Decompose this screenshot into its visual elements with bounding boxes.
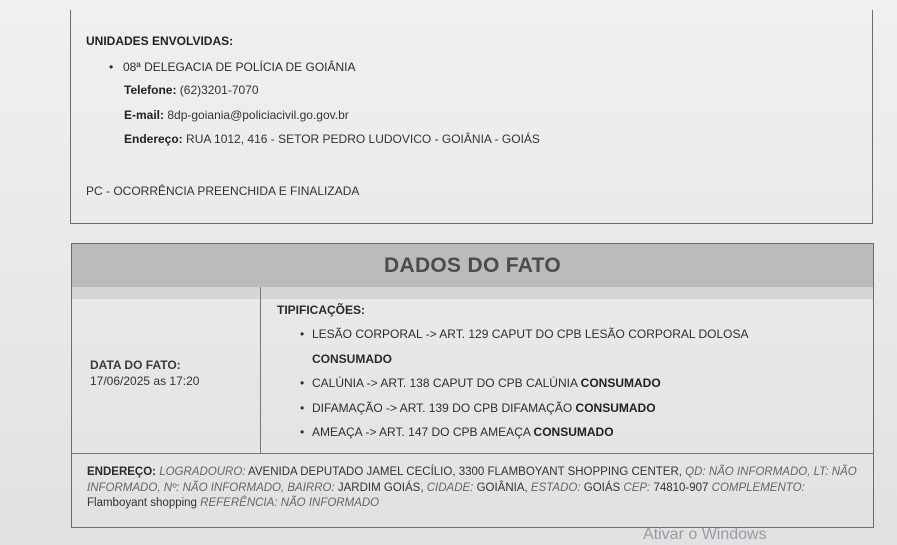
cep-label: CEP: xyxy=(623,481,651,494)
referencia-label: REFERÊNCIA: xyxy=(200,497,278,509)
bullet-icon: • xyxy=(300,401,305,415)
data-fato-value: 17/06/2025 as 17:20 xyxy=(90,374,200,388)
tipificacao-consumado: CONSUMADO xyxy=(312,352,392,366)
numero-value: NÃO INFORMADO, xyxy=(182,481,285,494)
bullet-icon: • xyxy=(109,60,114,74)
ocorrencia-status: PC - OCORRÊNCIA PREENCHIDA E FINALIZADA xyxy=(86,184,360,198)
bullet-icon: • xyxy=(300,327,305,341)
row-divider xyxy=(72,453,873,454)
telefone-value: (62)3201-7070 xyxy=(179,83,259,97)
logradouro-label: LOGRADOURO: xyxy=(159,466,246,478)
tipificacao-consumado: CONSUMADO xyxy=(580,376,661,390)
header-strip xyxy=(72,287,873,299)
email-line xyxy=(124,108,349,122)
unidades-section xyxy=(70,10,873,224)
endereco-unidade-value: RUA 1012, 416 - SETOR PEDRO LUDOVICO - GOIÂNIA - GOIÁS xyxy=(186,132,540,146)
tipificacao-item xyxy=(300,376,661,390)
tipificacao-item xyxy=(300,401,656,415)
qd-label: QD: xyxy=(685,466,706,478)
estado-label: ESTADO: xyxy=(530,481,581,494)
complemento-label: COMPLEMENTO: xyxy=(711,481,805,494)
bullet-icon: • xyxy=(300,376,305,390)
dados-fato-header xyxy=(72,244,873,287)
telefone-label: Telefone: xyxy=(124,83,177,97)
email-label: E-mail: xyxy=(124,108,165,122)
referencia-value: NÃO INFORMADO xyxy=(280,497,380,509)
column-divider xyxy=(260,287,261,453)
tipificacao-text: DIFAMAÇÃO -> ART. 139 DO CPB DIFAMAÇÃO xyxy=(312,401,573,415)
unidade-item xyxy=(109,60,356,74)
unidade-name: 08ª DELEGACIA DE POLÍCIA DE GOIÂNIA xyxy=(123,60,356,74)
unidades-title: UNIDADES ENVOLVIDAS: xyxy=(86,34,234,48)
bullet-icon: • xyxy=(300,425,305,439)
cidade-value: GOIÂNIA, xyxy=(476,481,528,494)
dados-fato-section xyxy=(71,243,874,528)
tipificacao-text: CALÚNIA -> ART. 138 CAPUT DO CPB CALÚNIA xyxy=(312,376,578,390)
cep-value: 74810-907 xyxy=(653,481,709,494)
endereco-unidade-line xyxy=(124,132,540,146)
qd-value: NÃO INFORMADO, xyxy=(708,466,811,478)
tipificacao-consumado: CONSUMADO xyxy=(533,425,614,439)
endereco-label: ENDEREÇO: xyxy=(87,466,157,478)
lt-value: NÃO INFORMADO, xyxy=(87,466,857,494)
email-value: 8dp-goiania@policiacivil.go.gov.br xyxy=(167,108,349,122)
cidade-label: CIDADE: xyxy=(426,481,474,494)
numero-label: Nº: xyxy=(163,481,180,494)
dados-fato-title: DADOS DO FATO xyxy=(384,253,561,277)
tipificacao-text: AMEAÇA -> ART. 147 DO CPB AMEAÇA xyxy=(312,425,531,439)
logradouro-value: AVENIDA DEPUTADO JAMEL CECÍLIO, 3300 FLAMBOYANT SHOPPING CENTER, xyxy=(248,466,682,478)
complemento-value: Flamboyant shopping xyxy=(87,497,197,509)
lt-label: LT: xyxy=(813,466,829,478)
endereco-unidade-label: Endereço: xyxy=(124,132,183,146)
bairro-label: BAIRRO: xyxy=(287,481,335,494)
tipificacao-consumado: CONSUMADO xyxy=(575,401,656,415)
tipificacao-text: LESÃO CORPORAL -> ART. 129 CAPUT DO CPB LESÃO CORPORAL DOLOSA xyxy=(312,327,749,341)
telefone-line xyxy=(124,83,259,97)
tipificacoes-title: TIPIFICAÇÕES: xyxy=(277,303,366,317)
estado-value: GOIÁS xyxy=(583,481,621,494)
windows-activation-watermark: Ativar o Windows xyxy=(643,526,767,543)
data-fato-label: DATA DO FATO: xyxy=(90,358,181,372)
tipificacao-item xyxy=(300,425,614,439)
tipificacao-item xyxy=(300,327,748,341)
endereco-fato xyxy=(87,465,862,512)
bairro-value: JARDIM GOIÁS, xyxy=(337,481,424,494)
